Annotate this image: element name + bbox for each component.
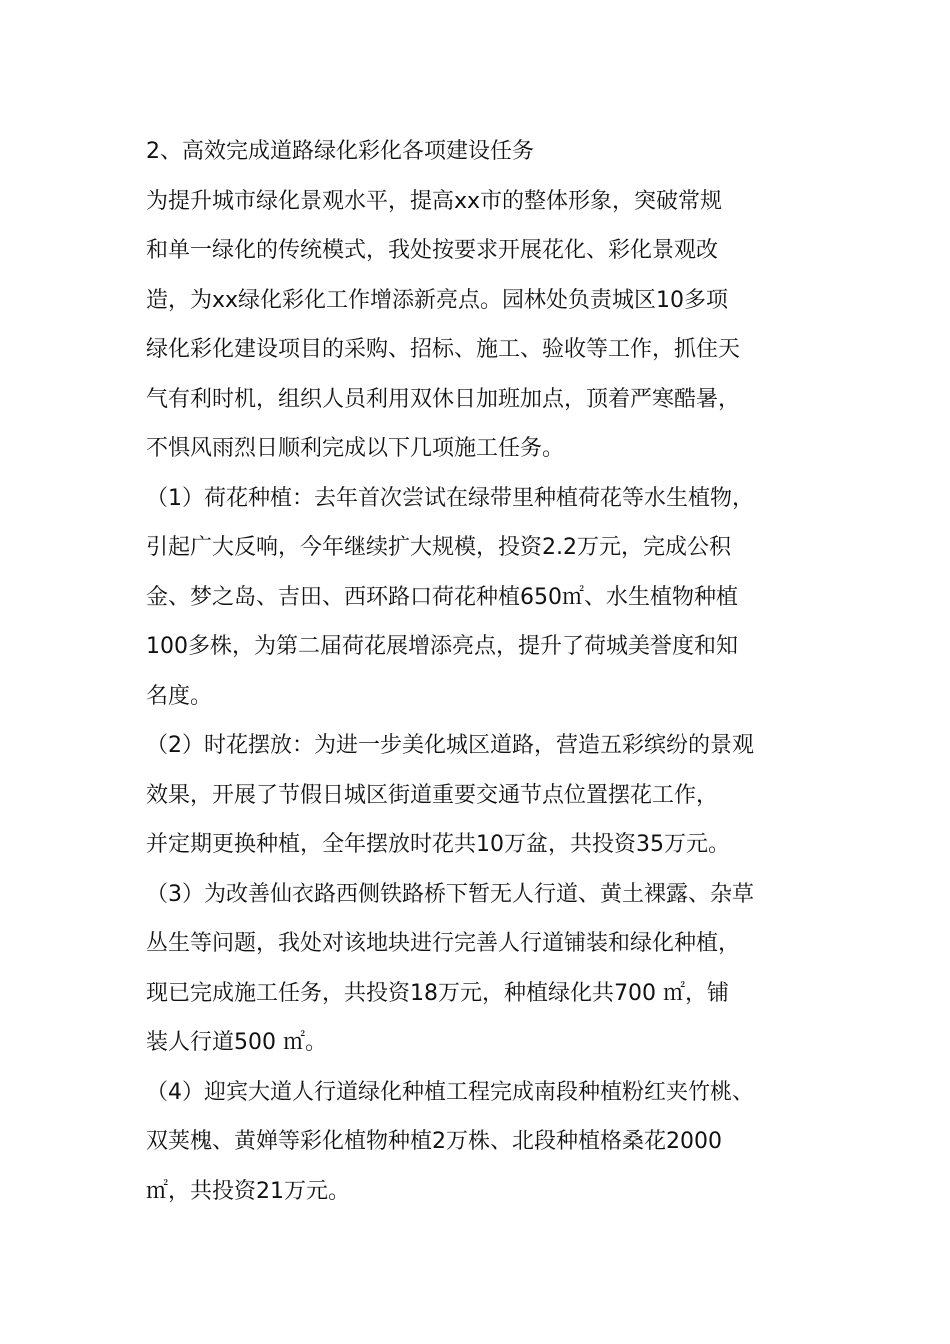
text-line: ㎡，共投资21万元。 [146, 1178, 350, 1204]
text-line: （1）荷花种植：去年首次尝试在绿带里种植荷花等水生植物， [146, 485, 754, 511]
text-line: 造，为xx绿化彩化工作增添新亮点。园林处负责城区10多项 [146, 287, 729, 313]
text-line: （4）迎宾大道人行道绿化种植工程完成南段种植粉红夹竹桃、 [146, 1079, 754, 1105]
document-body [146, 127, 826, 1216]
text-line: 现已完成施工任务，共投资18万元，种植绿化共700 ㎡，铺 [146, 980, 729, 1006]
section-heading: 2、高效完成道路绿化彩化各项建设任务 [146, 139, 534, 164]
text-line: 气有利时机，组织人员利用双休日加班加点，顶着严寒酷暑， [146, 386, 741, 412]
text-line: 100多株，为第二届荷花展增添亮点，提升了荷城美誉度和知 [146, 634, 738, 659]
text-line: 金、梦之岛、吉田、西环路口荷花种植650㎡、水生植物种植 [146, 584, 738, 610]
text-line: （2）时花摆放：为进一步美化城区道路，营造五彩缤纷的景观 [146, 733, 754, 758]
text-line: 引起广大反响，今年继续扩大规模，投资2.2万元，完成公积 [146, 535, 731, 560]
text-line: 效果，开展了节假日城区街道重要交通节点位置摆花工作， [146, 782, 719, 808]
text-line: 装人行道500 ㎡。 [146, 1030, 327, 1055]
text-line: 双荚槐、黄婵等彩化植物种植2万株、北段种植格桑花2000 [146, 1129, 722, 1154]
text-line: 名度。 [146, 683, 213, 709]
text-line: （3）为改善仙衣路西侧铁路桥下暂无人行道、黄土裸露、杂草 [146, 881, 754, 907]
text-line: 绿化彩化建设项目的采购、招标、施工、验收等工作，抓住天 [146, 337, 741, 362]
text-line: 为提升城市绿化景观水平，提高xx市的整体形象，突破常规 [146, 188, 723, 214]
text-line: 并定期更换种植，全年摆放时花共10万盆，共投资35万元。 [146, 832, 730, 857]
text-line: 和单一绿化的传统模式，我处按要求开展花化、彩化景观改 [146, 238, 719, 263]
text-line: 丛生等问题，我处对该地块进行完善人行道铺装和绿化种植， [146, 931, 741, 956]
text-line: 不惧风雨烈日顺利完成以下几项施工任务。 [146, 436, 565, 461]
